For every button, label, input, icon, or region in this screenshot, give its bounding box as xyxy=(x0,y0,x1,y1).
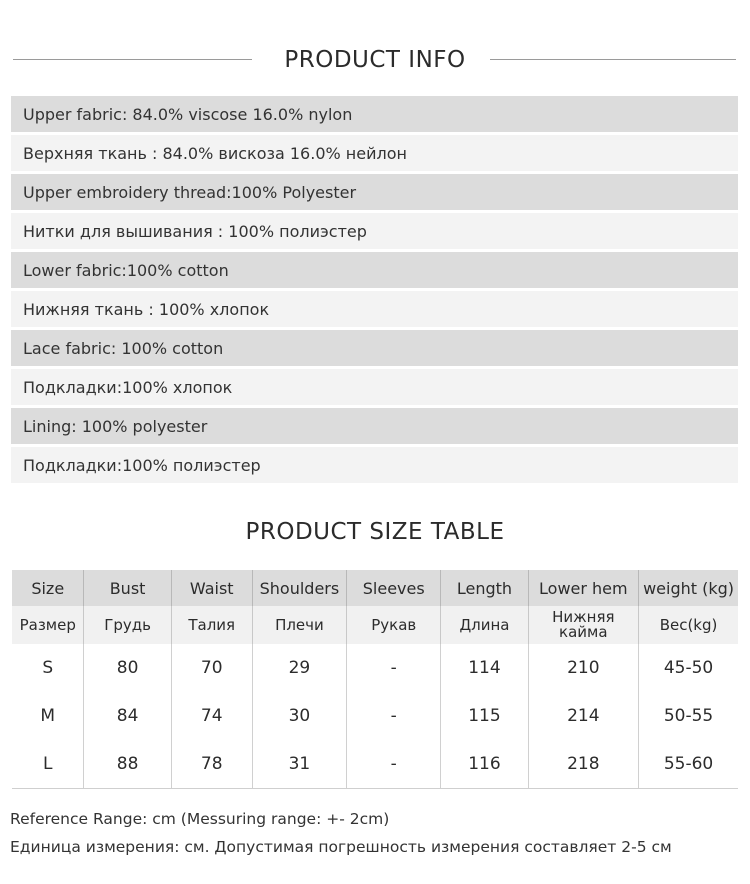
header-cell: weight (kg) xyxy=(639,570,738,606)
table-cell: S xyxy=(42,658,54,678)
table-cell: - xyxy=(347,644,441,692)
header-cell: Shoulders xyxy=(252,570,346,606)
info-row: Верхняя ткань : 84.0% вискоза 16.0% нейлон xyxy=(11,135,738,171)
table-cell: 115 xyxy=(441,692,528,740)
table-cell: 114 xyxy=(441,644,528,692)
table-row xyxy=(12,692,738,740)
table-cell: 70 xyxy=(171,644,252,692)
subheader-cell: Рукав xyxy=(347,606,441,644)
subheader-cell: Грудь xyxy=(84,606,171,644)
divider-left xyxy=(13,59,252,60)
table-cell: - xyxy=(347,692,441,740)
info-row: Lining: 100% polyester xyxy=(11,408,738,444)
table-cell: 80 xyxy=(84,644,171,692)
table-cell: 55-60 xyxy=(639,740,738,789)
note-line-ru: Единица измерения: см. Допустимая погрешность измерения составляет 2-5 см xyxy=(10,838,672,856)
header-cell: Sleeves xyxy=(347,570,441,606)
subheader-cell: Размер xyxy=(12,606,84,644)
info-row: Подкладки:100% полиэстер xyxy=(11,447,738,483)
table-cell: 210 xyxy=(528,644,639,692)
divider-right xyxy=(490,59,736,60)
info-row: Подкладки:100% хлопок xyxy=(11,369,738,405)
info-row: Нижняя ткань : 100% хлопок xyxy=(11,291,738,327)
table-cell: 45-50 xyxy=(639,644,738,692)
header-cell: Lower hem xyxy=(528,570,639,606)
subheader-cell-text: Нижняя кайма xyxy=(552,607,615,641)
info-row: Lace fabric: 100% cotton xyxy=(11,330,738,366)
info-row: Lower fabric:100% cotton xyxy=(11,252,738,288)
table-cell: M xyxy=(40,706,56,726)
table-cell: 84 xyxy=(84,692,171,740)
info-row: Upper embroidery thread:100% Polyester xyxy=(11,174,738,210)
header-cell: Length xyxy=(441,570,528,606)
size-table-title: PRODUCT SIZE TABLE xyxy=(245,519,505,545)
product-info-title: PRODUCT INFO xyxy=(284,47,466,73)
table-cell: 74 xyxy=(171,692,252,740)
note-line-en: Reference Range: cm (Messuring range: +- 2cm) xyxy=(10,810,390,828)
table-cell: 116 xyxy=(441,740,528,789)
info-row: Upper fabric: 84.0% viscose 16.0% nylon xyxy=(11,96,738,132)
table-cell: L xyxy=(12,740,84,789)
table-cell: - xyxy=(347,740,441,789)
subheader-cell: Плечи xyxy=(252,606,346,644)
subheader-cell: Талия xyxy=(171,606,252,644)
header-cell: Bust xyxy=(84,570,171,606)
table-cell: 88 xyxy=(84,740,171,789)
table-header-row xyxy=(12,570,738,606)
table-cell: 29 xyxy=(252,644,346,692)
subheader-cell: Длина xyxy=(441,606,528,644)
subheader-cell: Вес(kg) xyxy=(639,606,738,644)
table-row xyxy=(12,644,738,692)
table-cell: 31 xyxy=(252,740,346,789)
table-cell: 78 xyxy=(171,740,252,789)
product-info-list xyxy=(11,96,738,486)
table-cell: 50-55 xyxy=(639,692,738,740)
header-cell: Waist xyxy=(171,570,252,606)
table-cell: 30 xyxy=(252,692,346,740)
info-row: Нитки для вышивания : 100% полиэстер xyxy=(11,213,738,249)
size-table-heading xyxy=(0,516,750,548)
product-info-heading xyxy=(0,44,750,76)
size-table xyxy=(12,570,738,789)
table-subheader-row xyxy=(12,606,738,644)
table-cell: 218 xyxy=(528,740,639,789)
subheader-cell xyxy=(528,606,639,644)
table-cell: 214 xyxy=(528,692,639,740)
header-cell: Size xyxy=(12,570,84,606)
measurement-notes xyxy=(10,808,745,864)
table-row xyxy=(12,740,738,789)
